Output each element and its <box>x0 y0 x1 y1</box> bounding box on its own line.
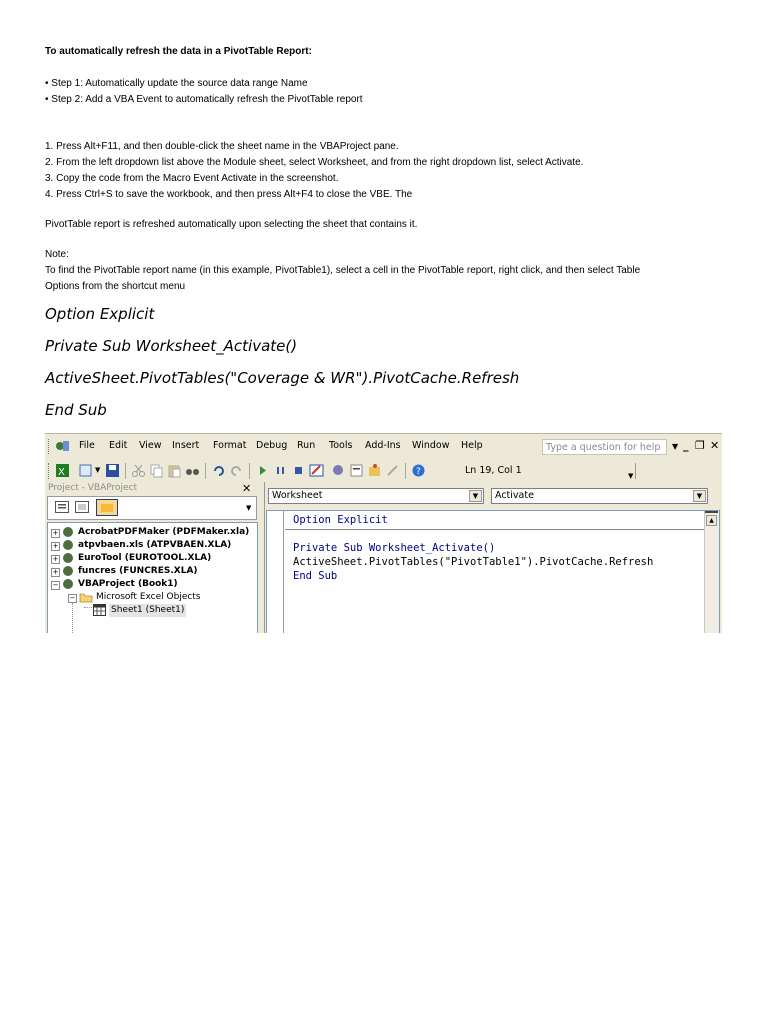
vba-project-icon <box>62 552 75 564</box>
tree-item-sheet1[interactable]: Sheet1 (Sheet1) <box>111 605 185 615</box>
minimize-icon[interactable]: _ <box>683 439 689 452</box>
toolbar-separator <box>249 463 250 479</box>
code-window <box>264 482 722 633</box>
copy-icon[interactable] <box>149 463 164 478</box>
menubar-grip <box>48 439 51 454</box>
view-excel-icon[interactable] <box>55 463 70 478</box>
code-line-sub: Private Sub Worksheet_Activate() <box>45 337 298 355</box>
project-pane-close-icon[interactable]: ✕ <box>242 482 252 495</box>
reset-icon[interactable] <box>291 463 306 478</box>
expand-icon[interactable]: + <box>52 542 59 550</box>
menu-bar <box>45 434 722 460</box>
ask-question-input[interactable]: Type a question for help <box>542 439 667 455</box>
object-dropdown-value: Worksheet <box>272 490 323 501</box>
tree-item-vbaproject[interactable]: VBAProject (Book1) <box>78 579 178 589</box>
tree-item-acrobatpdfmaker[interactable]: AcrobatPDFMaker (PDFMaker.xla) <box>78 527 250 537</box>
collapse-icon[interactable]: − <box>69 594 76 602</box>
menu-help[interactable]: Help <box>461 440 483 451</box>
step-4: 4. Press Ctrl+S to save the workbook, and then press Alt+F4 to close the VBE. The <box>45 189 413 200</box>
help-icon[interactable] <box>411 463 426 478</box>
svg-text:?: ? <box>416 467 421 477</box>
toolbar-separator <box>205 463 206 479</box>
vba-project-icon <box>62 539 75 551</box>
find-icon[interactable] <box>185 463 200 478</box>
properties-icon[interactable] <box>349 463 364 478</box>
tree-item-atpvbaen[interactable]: atpvbaen.xls (ATPVBAEN.XLA) <box>78 540 232 550</box>
design-mode-icon[interactable] <box>309 463 324 478</box>
editor-line-option-explicit[interactable]: Option Explicit <box>293 514 388 526</box>
editor-line-sub[interactable]: Private Sub Worksheet_Activate() <box>293 542 496 554</box>
code-line-refresh: ActiveSheet.PivotTables("Coverage & WR").PivotCache.Refresh <box>45 369 520 387</box>
tree-line <box>72 603 74 633</box>
project-tree <box>47 522 258 633</box>
procedure-dropdown-value: Activate <box>495 490 534 501</box>
close-icon[interactable]: ✕ <box>710 439 720 452</box>
worksheet-icon <box>93 604 106 616</box>
menu-window[interactable]: Window <box>412 440 450 451</box>
project-toolbar-arrow-icon[interactable]: ▼ <box>246 504 252 512</box>
code-editor[interactable] <box>266 510 720 633</box>
expand-icon[interactable]: + <box>52 529 59 537</box>
view-object-icon[interactable] <box>75 501 89 513</box>
menu-debug[interactable]: Debug <box>256 440 288 451</box>
step-2: 2. From the left dropdown list above the Module sheet, select Worksheet, and from the right dropdown list, select Activate. <box>45 157 584 168</box>
editor-line-refresh[interactable]: ActiveSheet.PivotTables("PivotTable1").PivotCache.Refresh <box>293 556 654 568</box>
vbe-screenshot <box>45 433 722 633</box>
toolbar-options-arrow-icon[interactable]: ▼ <box>628 472 634 480</box>
note-line-1: To find the PivotTable report name (in this example, PivotTable1), select a cell in the PivotTable report, right click, and then select Table <box>45 265 641 276</box>
vba-project-icon <box>62 565 75 577</box>
toolbar-grip <box>48 463 51 479</box>
object-dropdown-arrow-icon[interactable]: ▼ <box>469 490 482 502</box>
paste-icon[interactable] <box>167 463 182 478</box>
vba-project-icon <box>62 526 75 538</box>
vba-project-icon <box>62 578 75 590</box>
break-icon[interactable] <box>273 463 288 478</box>
project-explorer-pane <box>45 482 258 633</box>
redo-icon[interactable] <box>229 463 244 478</box>
step-3: 3. Copy the code from the Macro Event Activate in the screenshot. <box>45 173 339 184</box>
menu-run[interactable]: Run <box>297 440 316 451</box>
ask-dropdown-arrow-icon[interactable]: ▼ <box>672 442 679 451</box>
procedure-dropdown-arrow-icon[interactable]: ▼ <box>693 490 706 502</box>
vbe-app-icon <box>55 439 71 453</box>
heading: To automatically refresh the data in a PivotTable Report: <box>45 46 312 57</box>
toolbar-separator <box>125 463 126 479</box>
editor-margin <box>267 511 284 633</box>
scroll-split-bar[interactable] <box>705 511 718 513</box>
procedure-dropdown[interactable] <box>491 488 708 504</box>
expand-icon[interactable]: + <box>52 568 59 576</box>
menu-format[interactable]: Format <box>213 440 247 451</box>
save-icon[interactable] <box>105 463 120 478</box>
bullet-step-2: • Step 2: Add a VBA Event to automatically refresh the PivotTable report <box>45 94 363 105</box>
menu-file[interactable]: File <box>79 440 95 451</box>
cut-icon[interactable] <box>131 463 146 478</box>
line-column-indicator: Ln 19, Col 1 <box>461 463 636 479</box>
procedure-separator <box>285 529 705 530</box>
menu-edit[interactable]: Edit <box>109 440 128 451</box>
project-pane-title: Project - VBAProject <box>48 483 138 493</box>
code-line-end: End Sub <box>45 401 107 419</box>
menu-insert[interactable]: Insert <box>172 440 200 451</box>
code-line-option: Option Explicit <box>45 305 155 323</box>
undo-icon[interactable] <box>211 463 226 478</box>
menu-view[interactable]: View <box>139 440 162 451</box>
run-icon[interactable] <box>255 463 270 478</box>
pane-splitter[interactable] <box>264 482 265 633</box>
tree-line <box>84 607 92 608</box>
menu-add-ins[interactable]: Add-Ins <box>365 440 401 451</box>
toggle-folders-icon[interactable] <box>96 499 118 516</box>
svg-text:X: X <box>58 467 65 478</box>
toolbox-icon[interactable] <box>385 463 400 478</box>
insert-dropdown-arrow-icon[interactable]: ▼ <box>95 466 101 474</box>
note-line-2: Options from the shortcut menu <box>45 281 186 292</box>
tree-item-eurotool[interactable]: EuroTool (EUROTOOL.XLA) <box>78 553 212 563</box>
project-explorer-icon[interactable] <box>331 463 346 478</box>
bullet-step-1: • Step 1: Automatically update the source data range Name <box>45 78 308 89</box>
collapse-icon[interactable]: − <box>52 581 59 589</box>
menu-tools[interactable]: Tools <box>329 440 353 451</box>
editor-line-end-sub[interactable]: End Sub <box>293 570 338 582</box>
standard-toolbar <box>45 460 722 482</box>
step-1: 1. Press Alt+F11, and then double-click the sheet name in the VBAProject pane. <box>45 141 399 152</box>
vertical-scrollbar[interactable] <box>704 511 719 633</box>
toolbar-separator <box>405 463 406 479</box>
project-pane-toolbar <box>47 496 257 520</box>
paragraph: PivotTable report is refreshed automatically upon selecting the sheet that contains it. <box>45 219 418 230</box>
object-browser-icon[interactable] <box>367 463 382 478</box>
scroll-up-icon[interactable]: ▲ <box>706 515 717 526</box>
insert-module-icon[interactable] <box>78 463 93 478</box>
expand-icon[interactable]: + <box>52 555 59 563</box>
restore-icon[interactable]: ❐ <box>695 439 705 452</box>
view-code-icon[interactable] <box>55 501 69 513</box>
folder-icon <box>79 591 93 603</box>
tree-item-funcres[interactable]: funcres (FUNCRES.XLA) <box>78 566 198 576</box>
tree-item-excel-objects[interactable]: Microsoft Excel Objects <box>96 592 201 602</box>
object-dropdown[interactable] <box>268 488 484 504</box>
note-label: Note: <box>45 249 69 260</box>
